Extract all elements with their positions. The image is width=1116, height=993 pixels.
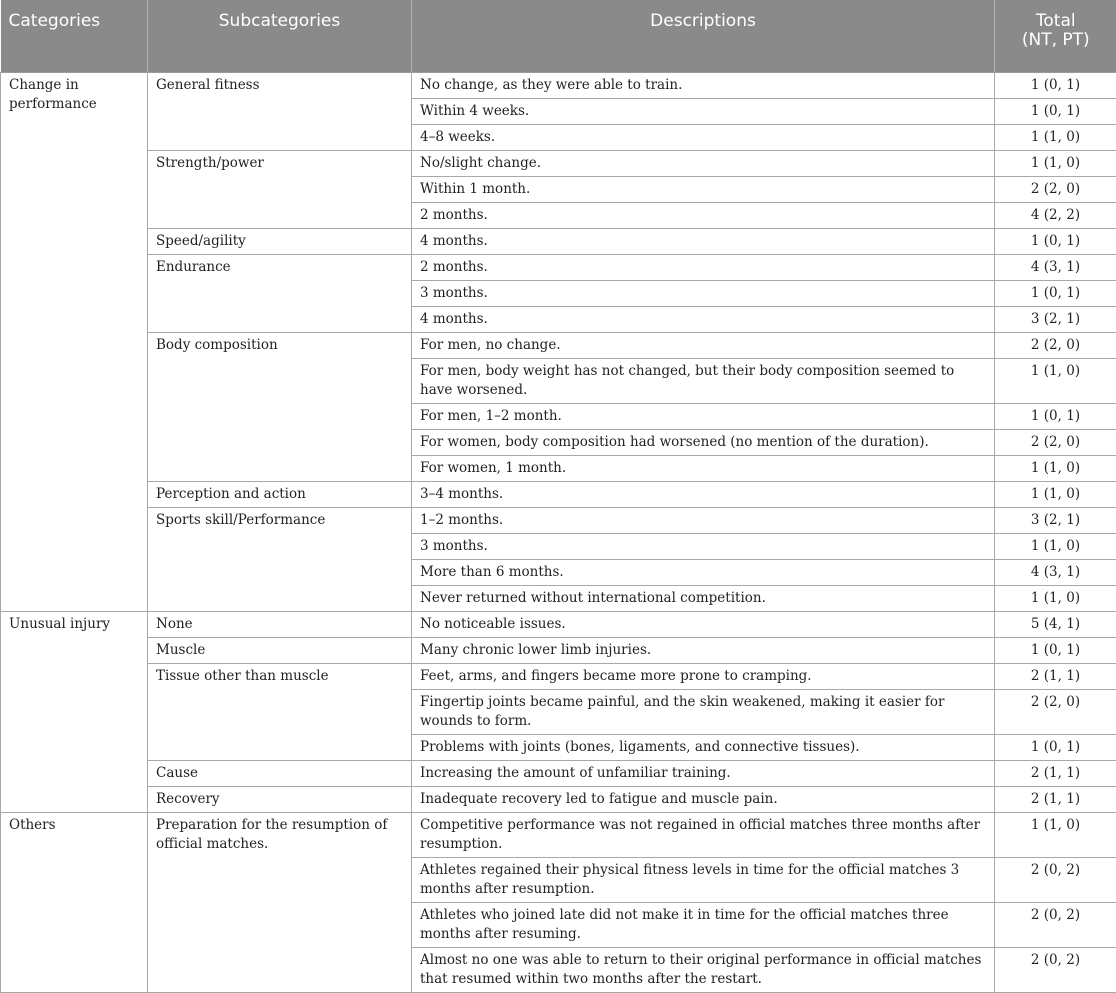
total-cell: 2 (0, 2) [995, 948, 1116, 993]
description-cell: For men, 1–2 month. [412, 404, 995, 430]
description-cell: For men, body weight has not changed, but their body composition seemed to have worsened. [412, 359, 995, 404]
total-cell: 2 (2, 0) [995, 333, 1116, 359]
subcategory-cell: Muscle [148, 638, 412, 664]
total-cell: 2 (0, 2) [995, 903, 1116, 948]
description-cell: 4 months. [412, 307, 995, 333]
total-cell: 4 (3, 1) [995, 255, 1116, 281]
category-cell: Others [1, 813, 148, 993]
description-cell: 3 months. [412, 281, 995, 307]
total-cell: 1 (0, 1) [995, 229, 1116, 255]
description-cell: Competitive performance was not regained in official matches three months after resumption. [412, 813, 995, 858]
total-cell: 2 (1, 1) [995, 761, 1116, 787]
header-descriptions: Descriptions [412, 0, 995, 73]
description-cell: 2 months. [412, 255, 995, 281]
description-cell: No change, as they were able to train. [412, 73, 995, 99]
description-cell: 4–8 weeks. [412, 125, 995, 151]
subcategory-cell: Perception and action [148, 482, 412, 508]
subcategory-cell: Sports skill/Performance [148, 508, 412, 612]
table-row [1, 664, 1116, 690]
table-row [1, 229, 1116, 255]
total-cell: 2 (1, 1) [995, 787, 1116, 813]
subcategory-cell: Strength/power [148, 151, 412, 229]
total-cell: 1 (1, 0) [995, 813, 1116, 858]
description-cell: For women, body composition had worsened (no mention of the duration). [412, 430, 995, 456]
total-cell: 2 (2, 0) [995, 430, 1116, 456]
total-cell: 3 (2, 1) [995, 307, 1116, 333]
description-cell: No/slight change. [412, 151, 995, 177]
total-cell: 1 (1, 0) [995, 482, 1116, 508]
description-cell: Inadequate recovery led to fatigue and muscle pain. [412, 787, 995, 813]
description-cell: Never returned without international competition. [412, 586, 995, 612]
header-categories: Categories [1, 0, 148, 73]
subcategory-cell: None [148, 612, 412, 638]
subcategory-cell: Tissue other than muscle [148, 664, 412, 761]
description-cell: More than 6 months. [412, 560, 995, 586]
total-cell: 4 (3, 1) [995, 560, 1116, 586]
subcategory-cell: Recovery [148, 787, 412, 813]
table-row [1, 255, 1116, 281]
subcategory-cell: Speed/agility [148, 229, 412, 255]
total-cell: 1 (1, 0) [995, 586, 1116, 612]
description-cell: No noticeable issues. [412, 612, 995, 638]
description-cell: Increasing the amount of unfamiliar training. [412, 761, 995, 787]
description-cell: Feet, arms, and fingers became more prone to cramping. [412, 664, 995, 690]
table-row [1, 333, 1116, 359]
description-cell: 4 months. [412, 229, 995, 255]
table-row [1, 508, 1116, 534]
total-cell: 1 (0, 1) [995, 638, 1116, 664]
table-header [1, 0, 1116, 73]
total-cell: 1 (0, 1) [995, 99, 1116, 125]
description-cell: Within 4 weeks. [412, 99, 995, 125]
table-body [1, 73, 1116, 993]
total-cell: 1 (1, 0) [995, 151, 1116, 177]
total-cell: 4 (2, 2) [995, 203, 1116, 229]
header-subcategories: Subcategories [148, 0, 412, 73]
total-cell: 1 (0, 1) [995, 404, 1116, 430]
description-cell: 1–2 months. [412, 508, 995, 534]
description-cell: Almost no one was able to return to their original performance in official matches that resumed within two months after the restart. [412, 948, 995, 993]
description-cell: 3–4 months. [412, 482, 995, 508]
total-cell: 1 (1, 0) [995, 456, 1116, 482]
category-cell: Unusual injury [1, 612, 148, 813]
total-cell: 1 (0, 1) [995, 735, 1116, 761]
total-cell: 2 (1, 1) [995, 664, 1116, 690]
description-cell: 3 months. [412, 534, 995, 560]
total-cell: 2 (2, 0) [995, 690, 1116, 735]
table-row [1, 73, 1116, 99]
category-cell: Change in performance [1, 73, 148, 612]
table-row [1, 482, 1116, 508]
table-row [1, 813, 1116, 858]
description-cell: Athletes regained their physical fitness levels in time for the official matches 3 months after resumption. [412, 858, 995, 903]
header-total [995, 0, 1116, 73]
total-cell: 1 (0, 1) [995, 281, 1116, 307]
total-cell: 1 (1, 0) [995, 125, 1116, 151]
description-cell: Within 1 month. [412, 177, 995, 203]
total-cell: 5 (4, 1) [995, 612, 1116, 638]
subcategory-cell: Cause [148, 761, 412, 787]
subcategory-cell: Preparation for the resumption of official matches. [148, 813, 412, 993]
description-cell: Problems with joints (bones, ligaments, and connective tissues). [412, 735, 995, 761]
table-row [1, 761, 1116, 787]
description-cell: For men, no change. [412, 333, 995, 359]
total-cell: 1 (1, 0) [995, 359, 1116, 404]
header-total-line1: Total [1036, 11, 1076, 31]
description-cell: For women, 1 month. [412, 456, 995, 482]
subcategory-cell: Endurance [148, 255, 412, 333]
description-cell: Athletes who joined late did not make it in time for the official matches three months after resuming. [412, 903, 995, 948]
description-cell: Fingertip joints became painful, and the skin weakened, making it easier for wounds to form. [412, 690, 995, 735]
total-cell: 1 (1, 0) [995, 534, 1116, 560]
subcategory-cell: Body composition [148, 333, 412, 482]
table-row [1, 151, 1116, 177]
description-cell: Many chronic lower limb injuries. [412, 638, 995, 664]
total-cell: 2 (2, 0) [995, 177, 1116, 203]
table-row [1, 787, 1116, 813]
description-cell: 2 months. [412, 203, 995, 229]
total-cell: 3 (2, 1) [995, 508, 1116, 534]
table-row [1, 612, 1116, 638]
total-cell: 2 (0, 2) [995, 858, 1116, 903]
subcategory-cell: General fitness [148, 73, 412, 151]
header-total-line2: (NT, PT) [1022, 30, 1090, 50]
table-row [1, 638, 1116, 664]
total-cell: 1 (0, 1) [995, 73, 1116, 99]
